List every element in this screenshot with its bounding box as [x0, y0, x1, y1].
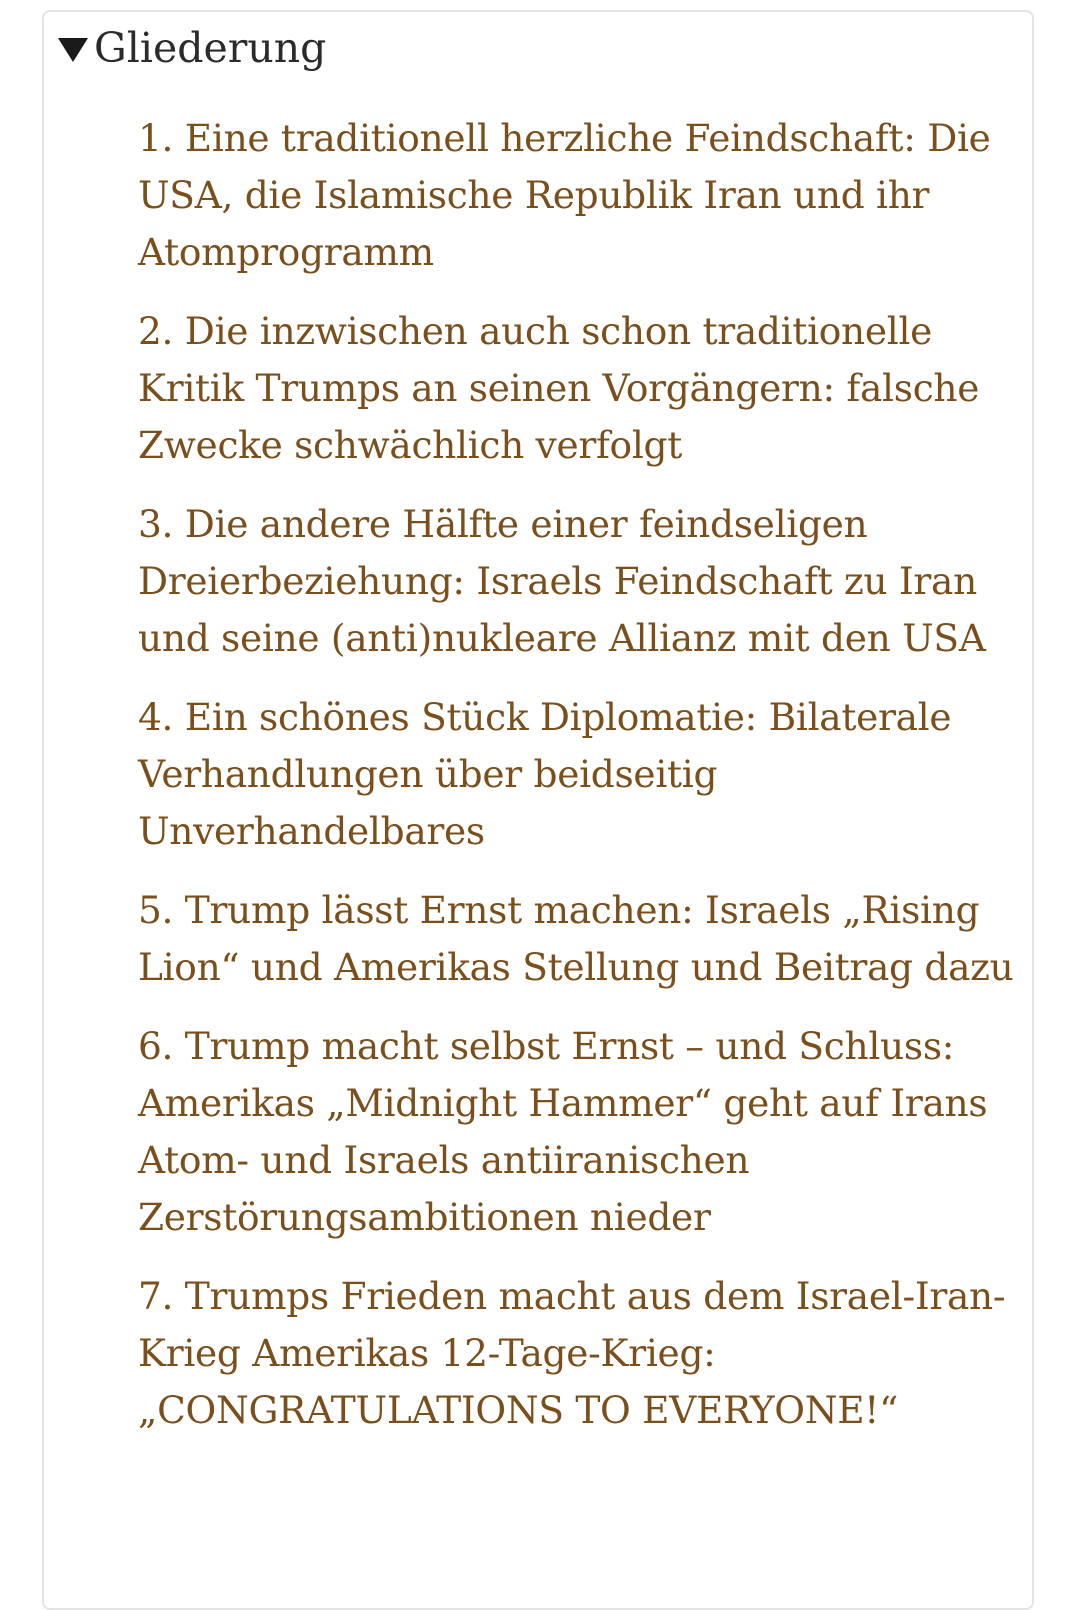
toc-list	[138, 110, 1038, 1461]
toc-link-2[interactable]: 2. Die inzwischen auch schon traditionelle Kritik Trumps an seinen Vorgängern: falsche Zwecke schwächlich verfolgt	[138, 309, 980, 467]
toc-item	[138, 496, 1038, 667]
toc-link-3[interactable]: 3. Die andere Hälfte einer feindseligen Dreierbeziehung: Israels Feindschaft zu Iran und seine (anti)nukleare Allianz mit den USA	[138, 502, 986, 660]
toc-link-4[interactable]: 4. Ein schönes Stück Diplomatie: Bilaterale Verhandlungen über beidseitig Unverhandelbares	[138, 695, 952, 853]
toc-item	[138, 110, 1038, 281]
toc-link-5[interactable]: 5. Trump lässt Ernst machen: Israels „Rising Lion“ und Amerikas Stellung und Beitrag dazu	[138, 888, 1014, 989]
toc-item	[138, 1018, 1038, 1246]
toc-item	[138, 689, 1038, 860]
table-of-contents	[42, 10, 1034, 1610]
toc-link-1[interactable]: 1. Eine traditionell herzliche Feindschaft: Die USA, die Islamische Republik Iran und ihr Atomprogramm	[138, 116, 991, 274]
toc-item	[138, 1268, 1038, 1439]
toc-link-6[interactable]: 6. Trump macht selbst Ernst – und Schluss: Amerikas „Midnight Hammer“ geht auf Irans Atom- und Israels antiiranischen Zerstörungsambitionen nieder	[138, 1024, 988, 1239]
toc-toggle[interactable]	[58, 20, 326, 76]
toc-item	[138, 303, 1038, 474]
toc-link-7[interactable]: 7. Trumps Frieden macht aus dem Israel-Iran-Krieg Amerikas 12-Tage-Krieg: „CONGRATULATIONS TO EVERYONE!“	[138, 1274, 1006, 1432]
toc-item	[138, 882, 1038, 996]
toc-title: Gliederung	[94, 24, 327, 72]
triangle-down-icon[interactable]	[58, 38, 88, 62]
